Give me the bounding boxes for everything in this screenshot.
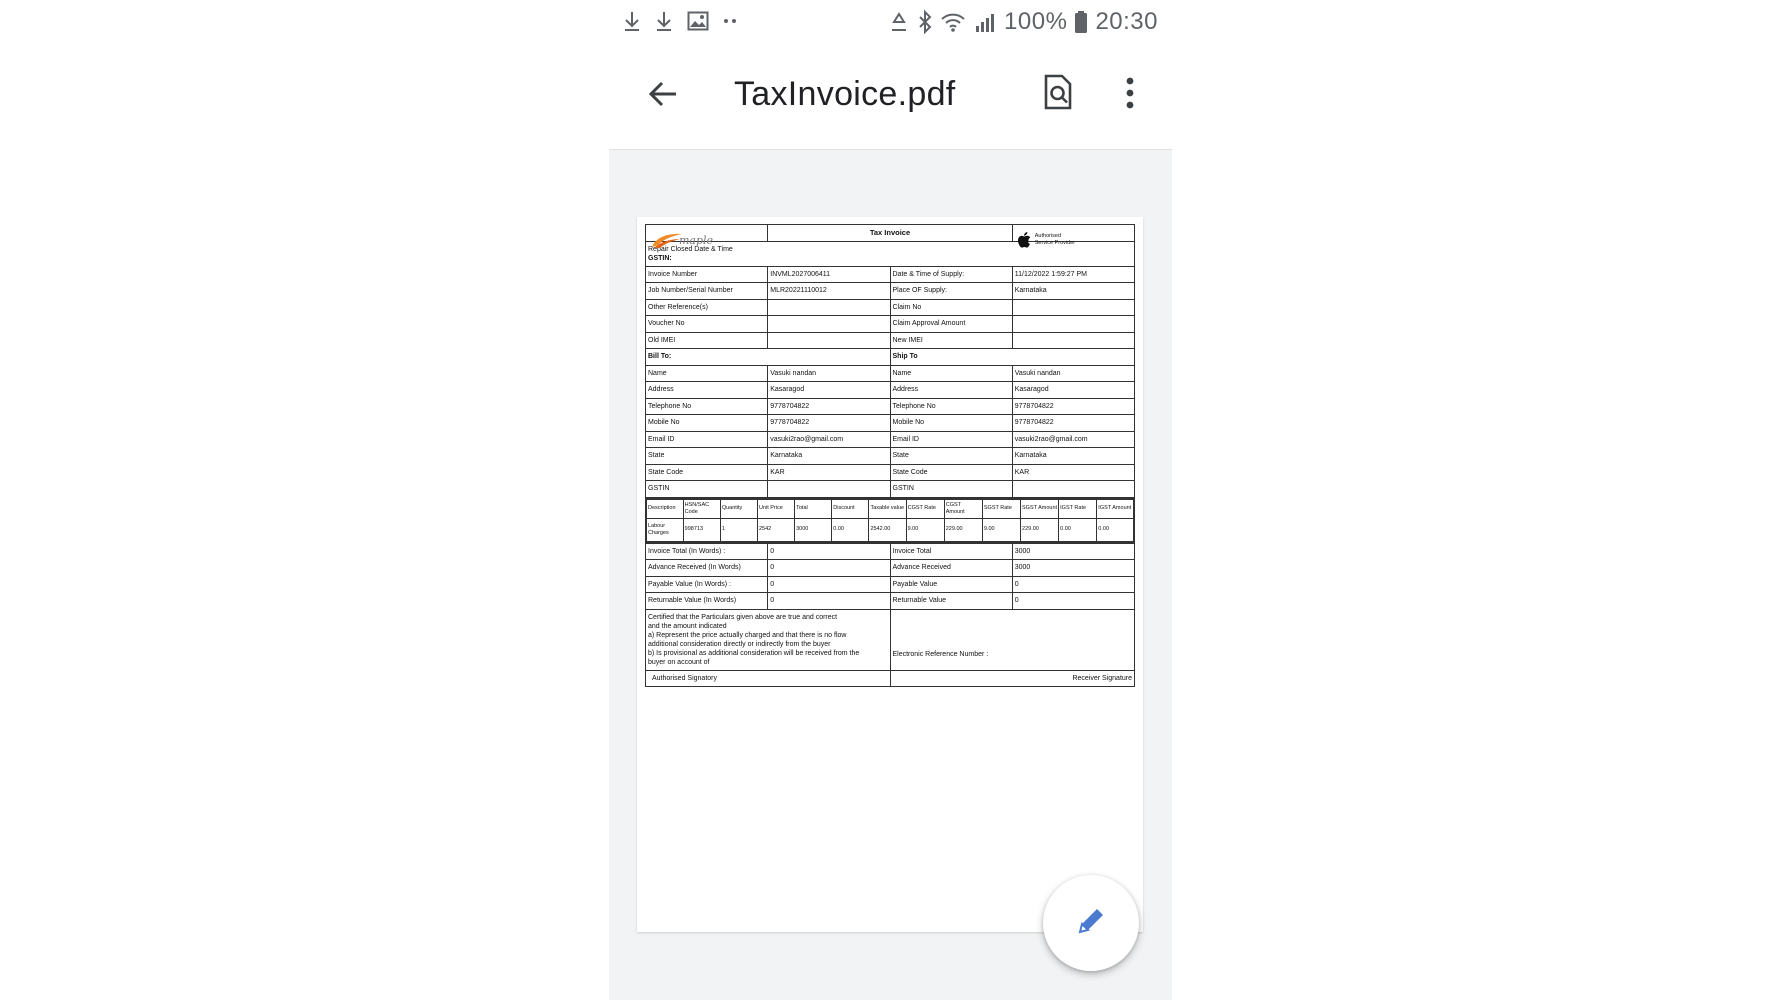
party-label: State Code bbox=[890, 464, 1012, 481]
item-cell: 0.00 bbox=[1097, 519, 1134, 542]
item-cell: 0.00 bbox=[1059, 519, 1097, 542]
more-options-button[interactable] bbox=[1114, 70, 1146, 120]
column-header: Quantity bbox=[720, 499, 757, 519]
party-value: KAR bbox=[1012, 464, 1134, 481]
system-icons bbox=[888, 8, 1158, 36]
total-row bbox=[646, 560, 1135, 577]
signal-icon bbox=[974, 11, 996, 33]
invoice-header-table bbox=[645, 224, 1135, 498]
party-row bbox=[646, 382, 1135, 399]
signature-row bbox=[646, 670, 1135, 687]
find-in-page-icon bbox=[1043, 74, 1073, 115]
bluetooth-icon bbox=[918, 10, 932, 34]
download-icon bbox=[655, 10, 673, 32]
column-header: Description bbox=[646, 499, 683, 519]
column-header: CGST Rate bbox=[906, 499, 944, 519]
item-cell: 229.00 bbox=[1021, 519, 1059, 542]
ship-to-heading: Ship To bbox=[890, 349, 1135, 366]
party-label: State Code bbox=[646, 464, 768, 481]
total-row bbox=[646, 543, 1135, 560]
meta-row bbox=[646, 299, 1135, 316]
gstin-header-label: GSTIN: bbox=[648, 254, 672, 262]
tax-invoice bbox=[645, 224, 1135, 687]
cert-line: additional consideration directly or indirectly from the buyer bbox=[648, 640, 831, 648]
total-label: Invoice Total bbox=[890, 543, 1012, 560]
column-header: CGST Amount bbox=[944, 499, 982, 519]
electronic-reference-cell bbox=[890, 609, 1135, 670]
certification-row bbox=[646, 609, 1135, 670]
item-cell: 0.00 bbox=[832, 519, 869, 542]
wifi-icon bbox=[940, 11, 966, 33]
party-value: 9778704822 bbox=[768, 415, 890, 432]
asp-line2: Service Provider bbox=[1034, 239, 1076, 246]
party-value: vasuki2rao@gmail.com bbox=[1012, 431, 1134, 448]
total-value: 3000 bbox=[1012, 560, 1134, 577]
meta-label: Other Reference(s) bbox=[646, 299, 768, 316]
total-label: Advance Received (In Words) bbox=[646, 560, 768, 577]
total-label: Returnable Value bbox=[890, 593, 1012, 610]
party-value: KAR bbox=[768, 464, 890, 481]
total-row bbox=[646, 593, 1135, 610]
meta-label: Place OF Supply: bbox=[890, 283, 1012, 300]
column-header: Unit Price bbox=[757, 499, 794, 519]
total-value: 0 bbox=[768, 593, 890, 610]
back-arrow-icon bbox=[648, 80, 678, 113]
total-label: Returnable Value (In Words) bbox=[646, 593, 768, 610]
meta-value bbox=[1012, 332, 1134, 349]
party-row bbox=[646, 415, 1135, 432]
file-title: TaxInvoice.pdf bbox=[734, 75, 956, 113]
battery-icon bbox=[1075, 11, 1087, 33]
edit-pencil-icon bbox=[1074, 904, 1108, 943]
maple-logo-text: maple bbox=[679, 234, 714, 247]
total-value: 0 bbox=[1012, 576, 1134, 593]
status-bar bbox=[609, 0, 1172, 44]
electronic-reference-label: Electronic Reference Number : bbox=[892, 651, 989, 658]
party-row bbox=[646, 365, 1135, 382]
party-row bbox=[646, 448, 1135, 465]
item-cell: 9.00 bbox=[982, 519, 1020, 542]
total-label: Invoice Total (In Words) : bbox=[646, 543, 768, 560]
item-cell: 229.00 bbox=[944, 519, 982, 542]
column-header: IGST Amount bbox=[1097, 499, 1134, 519]
find-in-page-button[interactable] bbox=[1034, 68, 1082, 120]
invoice-title: Tax Invoice bbox=[768, 225, 1013, 242]
total-label: Payable Value bbox=[890, 576, 1012, 593]
meta-label: Claim Approval Amount bbox=[890, 316, 1012, 333]
party-value bbox=[1012, 481, 1134, 498]
party-label: Mobile No bbox=[646, 415, 768, 432]
item-cell: 998713 bbox=[683, 519, 720, 542]
party-value: vasuki2rao@gmail.com bbox=[768, 431, 890, 448]
meta-value bbox=[1012, 316, 1134, 333]
party-label: Telephone No bbox=[646, 398, 768, 415]
maple-logo-cell bbox=[646, 225, 768, 247]
party-row bbox=[646, 481, 1135, 498]
item-cell: 2542 bbox=[757, 519, 794, 542]
column-header: Total bbox=[795, 499, 832, 519]
party-label: Mobile No bbox=[890, 415, 1012, 432]
back-button[interactable] bbox=[639, 72, 687, 120]
party-label: Telephone No bbox=[890, 398, 1012, 415]
asp-label bbox=[1035, 233, 1075, 246]
meta-row bbox=[646, 283, 1135, 300]
receiver-signature-label: Receiver Signature bbox=[890, 670, 1135, 687]
image-icon bbox=[687, 11, 709, 31]
meta-label: Old IMEI bbox=[646, 332, 768, 349]
total-value: 0 bbox=[768, 560, 890, 577]
item-cell: 9.00 bbox=[906, 519, 944, 542]
cert-line: b) Is provisional as additional consideration will be received from the bbox=[648, 649, 860, 657]
more-vert-icon bbox=[1126, 77, 1134, 114]
party-value bbox=[768, 481, 890, 498]
cert-line: a) Represent the price actually charged and that there is no flow bbox=[648, 631, 847, 639]
column-header: SGST Rate bbox=[982, 499, 1020, 519]
party-value: 9778704822 bbox=[1012, 398, 1134, 415]
meta-value: 11/12/2022 1:59:27 PM bbox=[1012, 266, 1134, 283]
item-cell: 2542.00 bbox=[869, 519, 906, 542]
party-value: Vasuki nandan bbox=[1012, 365, 1134, 382]
meta-label: Invoice Number bbox=[646, 266, 768, 283]
edit-fab-button[interactable] bbox=[1043, 875, 1139, 971]
column-header: Discount bbox=[832, 499, 869, 519]
total-row bbox=[646, 576, 1135, 593]
party-value: Karnataka bbox=[1012, 448, 1134, 465]
party-value: 9778704822 bbox=[768, 398, 890, 415]
app-bar bbox=[609, 52, 1172, 148]
total-value: 3000 bbox=[1012, 543, 1134, 560]
party-label: GSTIN bbox=[890, 481, 1012, 498]
meta-label: Voucher No bbox=[646, 316, 768, 333]
column-header: IGST Rate bbox=[1059, 499, 1097, 519]
party-label: GSTIN bbox=[646, 481, 768, 498]
party-row bbox=[646, 431, 1135, 448]
total-value: 0 bbox=[768, 543, 890, 560]
column-header: Taxable value bbox=[869, 499, 906, 519]
notification-icons bbox=[623, 10, 737, 32]
meta-label: Date & Time of Supply: bbox=[890, 266, 1012, 283]
party-label: Address bbox=[890, 382, 1012, 399]
total-label: Payable Value (In Words) : bbox=[646, 576, 768, 593]
party-value: Kasaragod bbox=[1012, 382, 1134, 399]
meta-value bbox=[1012, 299, 1134, 316]
pdf-page[interactable] bbox=[637, 217, 1143, 932]
party-label: Email ID bbox=[890, 431, 1012, 448]
meta-row bbox=[646, 266, 1135, 283]
clock: 20:30 bbox=[1095, 8, 1158, 35]
download-icon bbox=[623, 10, 641, 32]
party-row bbox=[646, 464, 1135, 481]
meta-label: Claim No bbox=[890, 299, 1012, 316]
totals-table bbox=[645, 543, 1135, 688]
party-label: Name bbox=[890, 365, 1012, 382]
party-header-row bbox=[646, 349, 1135, 366]
party-value: 9778704822 bbox=[1012, 415, 1134, 432]
party-label: Email ID bbox=[646, 431, 768, 448]
party-value: Vasuki nandan bbox=[768, 365, 890, 382]
meta-value bbox=[768, 316, 890, 333]
total-value: 0 bbox=[1012, 593, 1134, 610]
total-value: 0 bbox=[768, 576, 890, 593]
total-label: Advance Received bbox=[890, 560, 1012, 577]
party-label: State bbox=[646, 448, 768, 465]
apple-logo-icon bbox=[1017, 232, 1031, 251]
line-item-row bbox=[646, 519, 1134, 542]
meta-row bbox=[646, 332, 1135, 349]
certification-text bbox=[646, 609, 891, 670]
meta-row bbox=[646, 316, 1135, 333]
meta-value bbox=[768, 299, 890, 316]
battery-percent: 100% bbox=[1004, 8, 1068, 35]
bill-to-heading: Bill To: bbox=[646, 349, 891, 366]
document-viewer[interactable] bbox=[609, 149, 1172, 1000]
column-header: HSN/SAC Code bbox=[683, 499, 720, 519]
items-header-row bbox=[646, 499, 1134, 519]
column-header: SGST Amount bbox=[1021, 499, 1059, 519]
party-value: Karnataka bbox=[768, 448, 890, 465]
party-label: Name bbox=[646, 365, 768, 382]
meta-value: MLR20221110012 bbox=[768, 283, 890, 300]
line-items-table bbox=[645, 498, 1135, 543]
cert-line: buyer on account of bbox=[648, 658, 710, 666]
item-cell: 3000 bbox=[795, 519, 832, 542]
party-label: State bbox=[890, 448, 1012, 465]
meta-value: INVML2027006411 bbox=[768, 266, 890, 283]
pdf-viewer-app bbox=[609, 0, 1172, 1000]
asp-badge-cell bbox=[1012, 225, 1134, 246]
authorised-signatory-label: Authorised Signatory bbox=[646, 670, 891, 687]
more-dots-icon bbox=[723, 18, 737, 24]
meta-value: Karnataka bbox=[1012, 283, 1134, 300]
item-cell: 1 bbox=[720, 519, 757, 542]
meta-label: Job Number/Serial Number bbox=[646, 283, 768, 300]
recycle-icon bbox=[888, 11, 910, 33]
party-value: Kasaragod bbox=[768, 382, 890, 399]
meta-label: New IMEI bbox=[890, 332, 1012, 349]
party-label: Address bbox=[646, 382, 768, 399]
item-cell: Labour Charges bbox=[646, 519, 683, 542]
asp-line1: Authorised bbox=[1034, 233, 1062, 239]
repair-closed-label: Repair Closed Date & Time bbox=[648, 245, 733, 253]
cert-line: and the amount indicated bbox=[648, 622, 727, 630]
party-row bbox=[646, 398, 1135, 415]
cert-line: Certified that the Particulars given above are true and correct bbox=[648, 613, 838, 621]
meta-value bbox=[768, 332, 890, 349]
